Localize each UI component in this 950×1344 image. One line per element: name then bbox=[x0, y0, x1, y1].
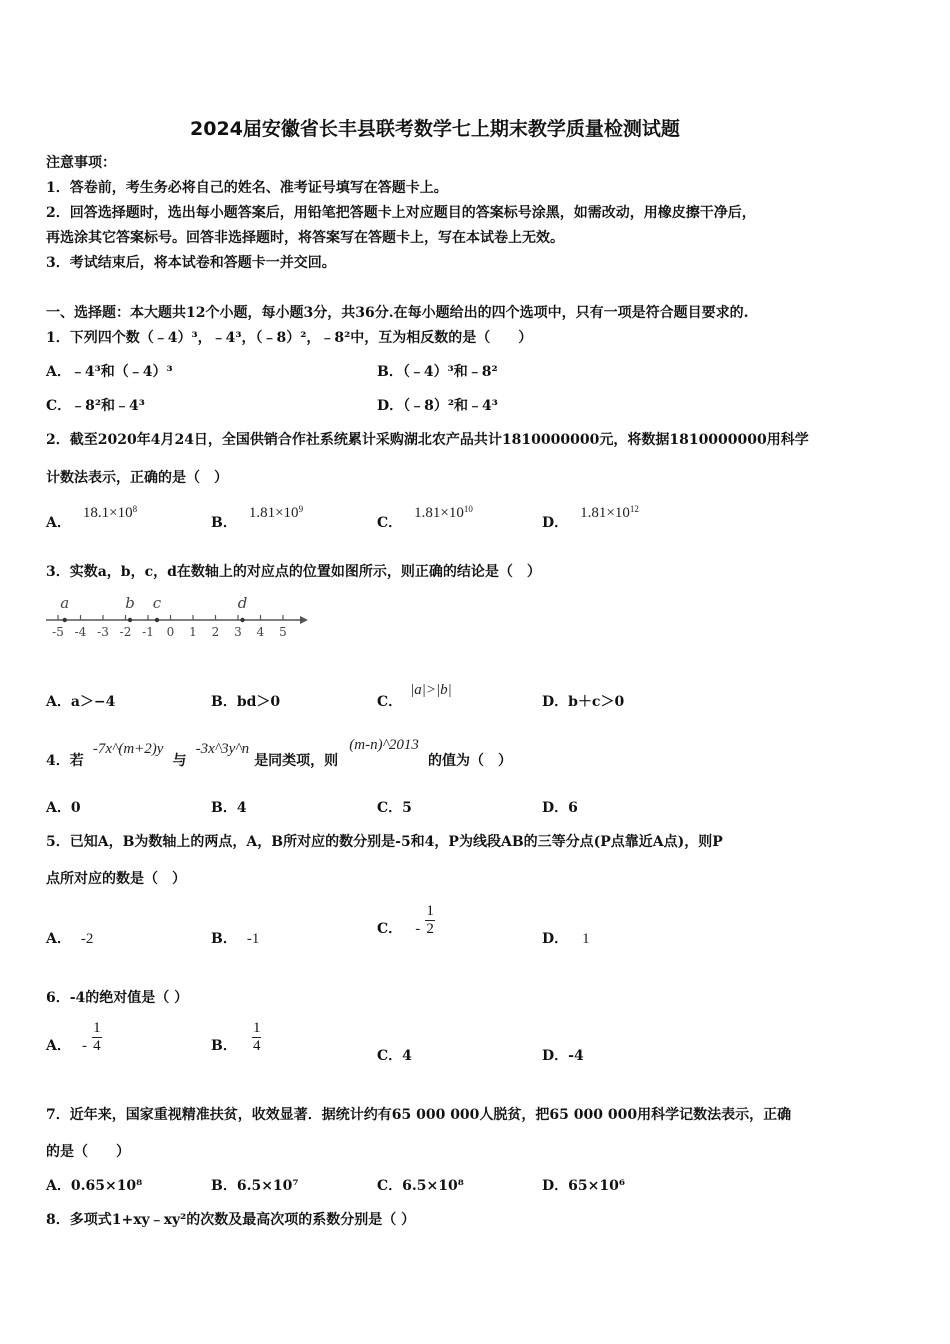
fraction: $\frac{1}{4}$ bbox=[252, 1020, 261, 1054]
q3-option-b: B．bd＞0 bbox=[211, 694, 281, 710]
question-2-stem: 2．截至2020年4月24日，全国供销合作社系统累计采购湖北农产品共计1810000000元，将数据1810000000用科学 bbox=[46, 432, 809, 448]
q1-option-a: A．﹣4³和（﹣4）³ bbox=[46, 364, 173, 380]
tick-label: -2 bbox=[119, 625, 132, 639]
q6-option-d: D．-4 bbox=[542, 1048, 584, 1064]
tick-label: -5 bbox=[52, 625, 64, 639]
tick-label: -4 bbox=[74, 625, 87, 639]
notice-item: 3．考试结束后，将本试卷和答题卡一并交回。 bbox=[46, 255, 336, 271]
point-c bbox=[155, 618, 159, 622]
q6-option-a: A． - $\frac{1}{4}$ bbox=[46, 1020, 101, 1054]
point-a bbox=[63, 618, 67, 622]
question-6-stem: 6．-4的绝对值是（ ） bbox=[46, 990, 189, 1006]
tick-label: 4 bbox=[256, 625, 265, 639]
question-5-stem: 5．已知A，B为数轴上的两点，A，B所对应的数分别是-5和4，P为线段AB的三等分点(P点靠近A点)，则P bbox=[46, 834, 723, 850]
point-label-c: c bbox=[152, 594, 162, 612]
q7-option-c: C．6.5×10⁸ bbox=[377, 1178, 464, 1194]
term-1: -7x^(m+2)y bbox=[92, 741, 164, 757]
question-4-stem: 4．若 -7x^(m+2)y 与 -3x^3y^n 是同类项，则 (m-n)^2013 的值为（ ） bbox=[46, 737, 513, 769]
tick-label: 0 bbox=[166, 625, 175, 639]
q2-option-a: A．$18.1\times 10^8$ bbox=[46, 504, 138, 531]
q5-option-b: B． -1 bbox=[211, 931, 260, 947]
fraction: $\frac{1}{2}$ bbox=[426, 903, 434, 937]
notice-heading: 注意事项： bbox=[46, 155, 116, 171]
q7-option-a: A．0.65×10⁸ bbox=[46, 1178, 143, 1194]
q2-option-c: C．$1.81\times 10^{10}$ bbox=[377, 504, 473, 531]
q2-option-b: B．$1.81\times 10^9$ bbox=[211, 504, 304, 531]
q7-option-b: B．6.5×10⁷ bbox=[211, 1178, 299, 1194]
q4-option-c: C．5 bbox=[377, 800, 412, 816]
q3-option-d: D．b＋c＞0 bbox=[542, 694, 625, 710]
tick-label: -1 bbox=[142, 625, 154, 639]
page-title: 2024届安徽省长丰县联考数学七上期末教学质量检测试题 bbox=[190, 118, 680, 140]
term-2: -3x^3y^n bbox=[195, 741, 250, 757]
q6-option-c: C．4 bbox=[377, 1048, 412, 1064]
q3-option-a: A．a＞−4 bbox=[46, 694, 116, 710]
point-d bbox=[240, 618, 244, 622]
tick-label: 2 bbox=[211, 625, 220, 639]
q6-option-b: B． $\frac{1}{4}$ bbox=[211, 1020, 261, 1054]
q5-option-d: D． 1 bbox=[542, 931, 590, 947]
tick-label: -3 bbox=[97, 625, 109, 639]
q1-option-b: B．（﹣4）³和﹣8² bbox=[377, 364, 498, 380]
tick-label: 1 bbox=[189, 625, 197, 639]
q4-option-d: D．6 bbox=[542, 800, 578, 816]
q1-option-c: C．﹣8²和﹣4³ bbox=[46, 398, 145, 414]
q3-option-c: C．|a|>|b| bbox=[377, 682, 452, 710]
question-3-stem: 3．实数a，b，c，d在数轴上的对应点的位置如图所示，则正确的结论是（ ） bbox=[46, 564, 541, 580]
q5-option-c: C． - $\frac{1}{2}$ bbox=[377, 903, 434, 937]
point-b bbox=[128, 618, 132, 622]
tick-label: 5 bbox=[279, 625, 287, 639]
power-expression: (m-n)^2013 bbox=[349, 737, 419, 753]
q4-option-a: A．0 bbox=[46, 800, 81, 816]
q5-option-a: A． -2 bbox=[46, 931, 94, 947]
q4-option-b: B．4 bbox=[211, 800, 247, 816]
point-label-d: d bbox=[237, 594, 248, 612]
point-label-b: b bbox=[125, 594, 135, 612]
arrow-icon bbox=[300, 616, 308, 624]
q2-option-d: D．$1.81\times 10^{12}$ bbox=[542, 504, 639, 531]
notice-item: 2．回答选择题时，选出每小题答案后，用铅笔把答题卡上对应题目的答案标号涂黑，如需改动，用橡皮擦干净后， bbox=[46, 205, 756, 221]
notice-item: 再选涂其它答案标号。回答非选择题时，将答案写在答题卡上，写在本试卷上无效。 bbox=[46, 230, 564, 246]
question-2-stem-cont: 计数法表示，正确的是（ ） bbox=[46, 470, 228, 486]
question-1-stem: 1．下列四个数（﹣4）³，﹣4³，（﹣8）²，﹣8²中，互为相反数的是（ ） bbox=[46, 330, 533, 346]
question-7-stem: 7．近年来，国家重视精准扶贫，收效显著．据统计约有65 000 000人脱贫，把65 000 000用科学记数法表示，正确 bbox=[46, 1107, 792, 1123]
tick-label: 3 bbox=[234, 625, 242, 639]
section-heading: 一、选择题：本大题共12个小题，每小题3分，共36分.在每小题给出的四个选项中，只有一项是符合题目要求的. bbox=[46, 305, 749, 321]
question-5-stem-cont: 点所对应的数是（ ） bbox=[46, 871, 186, 887]
q7-option-d: D．65×10⁶ bbox=[542, 1178, 625, 1194]
point-label-a: a bbox=[60, 594, 70, 612]
abs-compare-math: |a|>|b| bbox=[410, 682, 452, 698]
question-8-stem: 8．多项式1+xy﹣xy²的次数及最高次项的系数分别是（ ） bbox=[46, 1212, 416, 1228]
number-line-figure bbox=[42, 590, 312, 650]
notice-item: 1．答卷前，考生务必将自己的姓名、准考证号填写在答题卡上。 bbox=[46, 180, 448, 196]
question-7-stem-cont: 的是（ ） bbox=[46, 1144, 130, 1160]
fraction: $\frac{1}{4}$ bbox=[93, 1020, 101, 1054]
q1-option-d: D．（﹣8）²和﹣4³ bbox=[377, 398, 498, 414]
